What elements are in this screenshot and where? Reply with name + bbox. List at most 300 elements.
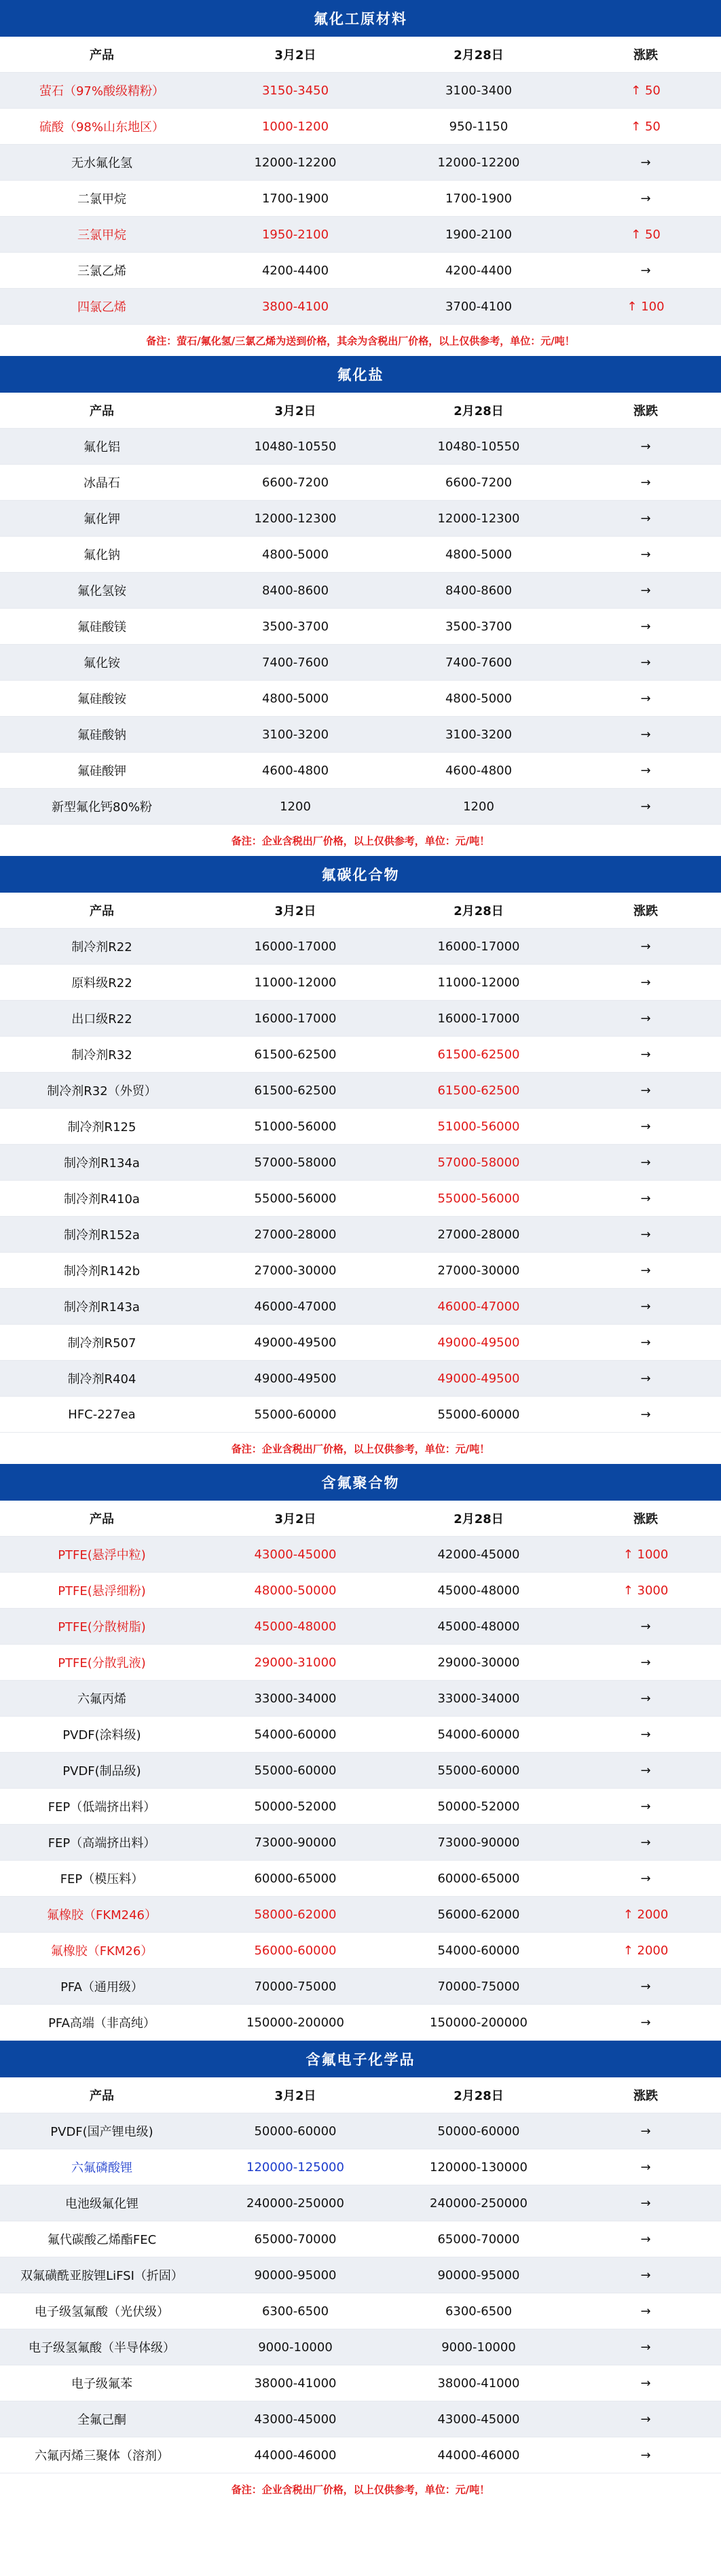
price-cell: 11000-12000 xyxy=(204,965,387,1001)
product-name-cell: PFA高端（非高纯） xyxy=(0,2005,204,2041)
table-row xyxy=(0,1145,721,1181)
price-cell: 51000-56000 xyxy=(204,1109,387,1145)
section-title: 含氟电子化学品 xyxy=(0,2041,721,2077)
price-section xyxy=(0,356,721,856)
price-cell: 49000-49500 xyxy=(204,1325,387,1361)
product-name-cell: 电池级氟化锂 xyxy=(0,2185,204,2221)
product-name-cell: 六氟丙烯三聚体（溶剂） xyxy=(0,2437,204,2473)
price-cell: 46000-47000 xyxy=(204,1289,387,1325)
price-cell: 3100-3400 xyxy=(387,73,570,109)
price-cell: 58000-62000 xyxy=(204,1897,387,1933)
price-cell: 43000-45000 xyxy=(204,1537,387,1573)
table-row xyxy=(0,501,721,537)
product-name-cell: 氟橡胶（FKM246） xyxy=(0,1897,204,1933)
change-cell: → xyxy=(570,965,721,1001)
product-name-cell: 氟硅酸铵 xyxy=(0,681,204,717)
product-name-cell: PFA（通用级） xyxy=(0,1969,204,2005)
change-cell: → xyxy=(570,1217,721,1253)
price-cell: 55000-56000 xyxy=(204,1181,387,1217)
price-cell: 240000-250000 xyxy=(387,2185,570,2221)
price-cell: 45000-48000 xyxy=(387,1573,570,1609)
product-name-cell: 电子级氢氟酸（光伏级） xyxy=(0,2293,204,2329)
change-cell: → xyxy=(570,1181,721,1217)
price-cell: 6300-6500 xyxy=(387,2293,570,2329)
table-row xyxy=(0,2005,721,2041)
table-row xyxy=(0,1037,721,1073)
table-row xyxy=(0,1969,721,2005)
price-cell: 16000-17000 xyxy=(387,929,570,965)
price-cell: 3700-4100 xyxy=(387,289,570,325)
product-name-cell: 氟代碳酸乙烯酯FEC xyxy=(0,2221,204,2257)
product-name-cell: 制冷剂R22 xyxy=(0,929,204,965)
product-name-cell: PTFE(分散树脂) xyxy=(0,1609,204,1645)
table-row xyxy=(0,1861,721,1897)
price-cell: 55000-60000 xyxy=(387,1753,570,1789)
table-row xyxy=(0,1253,721,1289)
change-cell: → xyxy=(570,429,721,465)
change-cell: → xyxy=(570,1073,721,1109)
change-cell: → xyxy=(570,2365,721,2401)
table-header-row xyxy=(0,893,721,929)
product-name-cell: 氟化钠 xyxy=(0,537,204,573)
table-row xyxy=(0,1753,721,1789)
change-cell: ↑ 50 xyxy=(570,217,721,253)
table-row xyxy=(0,1573,721,1609)
price-cell: 8400-8600 xyxy=(387,573,570,609)
product-name-cell: PTFE(悬浮中粒) xyxy=(0,1537,204,1573)
column-header: 2月28日 xyxy=(387,37,570,73)
price-section xyxy=(0,856,721,1464)
table-row xyxy=(0,753,721,789)
product-name-cell: 冰晶石 xyxy=(0,465,204,501)
price-cell: 16000-17000 xyxy=(387,1001,570,1037)
price-cell: 55000-60000 xyxy=(387,1397,570,1433)
table-row xyxy=(0,1001,721,1037)
change-cell: → xyxy=(570,681,721,717)
price-cell: 10480-10550 xyxy=(387,429,570,465)
table-row xyxy=(0,145,721,181)
price-cell: 57000-58000 xyxy=(204,1145,387,1181)
price-table xyxy=(0,393,721,825)
price-cell: 12000-12300 xyxy=(387,501,570,537)
price-cell: 38000-41000 xyxy=(387,2365,570,2401)
change-cell: → xyxy=(570,1109,721,1145)
change-cell: → xyxy=(570,537,721,573)
change-cell: → xyxy=(570,2005,721,2041)
price-cell: 29000-31000 xyxy=(204,1645,387,1681)
change-cell: → xyxy=(570,2401,721,2437)
change-cell: → xyxy=(570,573,721,609)
price-cell: 49000-49500 xyxy=(387,1325,570,1361)
change-cell: → xyxy=(570,1969,721,2005)
product-name-cell: 新型氟化钙80%粉 xyxy=(0,789,204,825)
table-row xyxy=(0,789,721,825)
product-name-cell: PTFE(悬浮细粉) xyxy=(0,1573,204,1609)
column-header: 3月2日 xyxy=(204,37,387,73)
product-name-cell: 硫酸（98%山东地区） xyxy=(0,109,204,145)
price-cell: 3100-3200 xyxy=(387,717,570,753)
column-header: 2月28日 xyxy=(387,393,570,429)
table-row xyxy=(0,1537,721,1573)
price-cell: 1000-1200 xyxy=(204,109,387,145)
product-name-cell: 氟化铝 xyxy=(0,429,204,465)
column-header: 产品 xyxy=(0,393,204,429)
product-name-cell: 制冷剂R32（外贸） xyxy=(0,1073,204,1109)
column-header: 3月2日 xyxy=(204,2077,387,2113)
price-cell: 61500-62500 xyxy=(204,1037,387,1073)
product-name-cell: 萤石（97%酸级精粉） xyxy=(0,73,204,109)
price-cell: 6600-7200 xyxy=(204,465,387,501)
price-cell: 50000-52000 xyxy=(387,1789,570,1825)
price-cell: 4600-4800 xyxy=(387,753,570,789)
change-cell: ↑ 50 xyxy=(570,109,721,145)
change-cell: → xyxy=(570,2221,721,2257)
price-cell: 950-1150 xyxy=(387,109,570,145)
table-row xyxy=(0,2257,721,2293)
price-cell: 1700-1900 xyxy=(204,181,387,217)
change-cell: → xyxy=(570,253,721,289)
product-name-cell: 制冷剂R507 xyxy=(0,1325,204,1361)
change-cell: → xyxy=(570,1753,721,1789)
price-cell: 38000-41000 xyxy=(204,2365,387,2401)
change-cell: → xyxy=(570,753,721,789)
price-cell: 49000-49500 xyxy=(387,1361,570,1397)
product-name-cell: 双氟磺酰亚胺锂LiFSI（折固） xyxy=(0,2257,204,2293)
price-cell: 49000-49500 xyxy=(204,1361,387,1397)
table-row xyxy=(0,1325,721,1361)
price-cell: 61500-62500 xyxy=(204,1073,387,1109)
product-name-cell: PTFE(分散乳液) xyxy=(0,1645,204,1681)
change-cell: → xyxy=(570,645,721,681)
price-cell: 27000-30000 xyxy=(387,1253,570,1289)
table-row xyxy=(0,2293,721,2329)
column-header: 2月28日 xyxy=(387,1501,570,1537)
change-cell: → xyxy=(570,929,721,965)
price-cell: 44000-46000 xyxy=(387,2437,570,2473)
price-section xyxy=(0,1464,721,2041)
change-cell: → xyxy=(570,2437,721,2473)
table-row xyxy=(0,2329,721,2365)
product-name-cell: FEP（模压料） xyxy=(0,1861,204,1897)
price-cell: 6300-6500 xyxy=(204,2293,387,2329)
price-cell: 4800-5000 xyxy=(387,681,570,717)
price-cell: 11000-12000 xyxy=(387,965,570,1001)
change-cell: → xyxy=(570,2257,721,2293)
product-name-cell: HFC-227ea xyxy=(0,1397,204,1433)
change-cell: ↑ 2000 xyxy=(570,1933,721,1969)
table-row xyxy=(0,1717,721,1753)
change-cell: → xyxy=(570,501,721,537)
change-cell: → xyxy=(570,1325,721,1361)
change-cell: → xyxy=(570,1825,721,1861)
table-row xyxy=(0,1217,721,1253)
section-note: 备注：萤石/氟化氢/三氯乙烯为送到价格，其余为含税出厂价格，以上仅供参考，单位：元/吨！ xyxy=(0,325,721,356)
column-header: 3月2日 xyxy=(204,393,387,429)
price-cell: 16000-17000 xyxy=(204,1001,387,1037)
table-header-row xyxy=(0,1501,721,1537)
change-cell: ↑ 50 xyxy=(570,73,721,109)
table-row xyxy=(0,2113,721,2149)
product-name-cell: 出口级R22 xyxy=(0,1001,204,1037)
product-name-cell: 氟化钾 xyxy=(0,501,204,537)
product-name-cell: 制冷剂R32 xyxy=(0,1037,204,1073)
change-cell: → xyxy=(570,2113,721,2149)
price-cell: 33000-34000 xyxy=(387,1681,570,1717)
price-cell: 56000-60000 xyxy=(204,1933,387,1969)
price-cell: 65000-70000 xyxy=(387,2221,570,2257)
product-name-cell: 制冷剂R142b xyxy=(0,1253,204,1289)
table-row xyxy=(0,1609,721,1645)
price-cell: 4200-4400 xyxy=(204,253,387,289)
product-name-cell: 制冷剂R125 xyxy=(0,1109,204,1145)
product-name-cell: 无水氟化氢 xyxy=(0,145,204,181)
section-title: 氟化盐 xyxy=(0,356,721,393)
change-cell: → xyxy=(570,1681,721,1717)
price-cell: 8400-8600 xyxy=(204,573,387,609)
table-row xyxy=(0,217,721,253)
price-cell: 55000-56000 xyxy=(387,1181,570,1217)
change-cell: → xyxy=(570,2293,721,2329)
price-cell: 1900-2100 xyxy=(387,217,570,253)
price-cell: 9000-10000 xyxy=(387,2329,570,2365)
price-cell: 54000-60000 xyxy=(387,1933,570,1969)
price-table xyxy=(0,893,721,1433)
table-header-row xyxy=(0,393,721,429)
change-cell: → xyxy=(570,1609,721,1645)
price-cell: 60000-65000 xyxy=(387,1861,570,1897)
product-name-cell: FEP（高端挤出料） xyxy=(0,1825,204,1861)
price-cell: 45000-48000 xyxy=(204,1609,387,1645)
price-cell: 50000-60000 xyxy=(387,2113,570,2149)
product-name-cell: 电子级氢氟酸（半导体级） xyxy=(0,2329,204,2365)
column-header: 产品 xyxy=(0,1501,204,1537)
change-cell: ↑ 1000 xyxy=(570,1537,721,1573)
section-title: 含氟聚合物 xyxy=(0,1464,721,1501)
price-cell: 1200 xyxy=(387,789,570,825)
price-table xyxy=(0,2077,721,2473)
table-row xyxy=(0,573,721,609)
table-row xyxy=(0,1789,721,1825)
price-cell: 73000-90000 xyxy=(204,1825,387,1861)
change-cell: → xyxy=(570,609,721,645)
section-title: 氟化工原材料 xyxy=(0,0,721,37)
table-row xyxy=(0,2149,721,2185)
table-row xyxy=(0,429,721,465)
price-cell: 4600-4800 xyxy=(204,753,387,789)
section-note: 备注：企业含税出厂价格，以上仅供参考，单位：元/吨！ xyxy=(0,1433,721,1464)
product-name-cell: 氟硅酸钠 xyxy=(0,717,204,753)
change-cell: ↑ 3000 xyxy=(570,1573,721,1609)
change-cell: → xyxy=(570,2149,721,2185)
price-cell: 51000-56000 xyxy=(387,1109,570,1145)
column-header: 涨跌 xyxy=(570,2077,721,2113)
product-name-cell: PVDF(涂料级) xyxy=(0,1717,204,1753)
product-name-cell: 六氟磷酸锂 xyxy=(0,2149,204,2185)
change-cell: → xyxy=(570,1789,721,1825)
price-cell: 70000-75000 xyxy=(204,1969,387,2005)
change-cell: → xyxy=(570,717,721,753)
change-cell: → xyxy=(570,465,721,501)
product-name-cell: 氟硅酸钾 xyxy=(0,753,204,789)
price-cell: 4800-5000 xyxy=(204,537,387,573)
product-name-cell: 原料级R22 xyxy=(0,965,204,1001)
price-cell: 43000-45000 xyxy=(204,2401,387,2437)
price-cell: 65000-70000 xyxy=(204,2221,387,2257)
table-row xyxy=(0,1289,721,1325)
price-cell: 55000-60000 xyxy=(204,1397,387,1433)
price-cell: 1950-2100 xyxy=(204,217,387,253)
price-cell: 150000-200000 xyxy=(204,2005,387,2041)
table-row xyxy=(0,289,721,325)
table-row xyxy=(0,537,721,573)
product-name-cell: 三氯乙烯 xyxy=(0,253,204,289)
table-row xyxy=(0,1681,721,1717)
section-note: 备注：企业含税出厂价格，以上仅供参考，单位：元/吨！ xyxy=(0,825,721,856)
price-cell: 27000-28000 xyxy=(204,1217,387,1253)
section-note: 备注：企业含税出厂价格，以上仅供参考，单位：元/吨！ xyxy=(0,2473,721,2505)
change-cell: → xyxy=(570,1361,721,1397)
table-header-row xyxy=(0,37,721,73)
product-name-cell: 三氯甲烷 xyxy=(0,217,204,253)
table-row xyxy=(0,1645,721,1681)
price-cell: 3800-4100 xyxy=(204,289,387,325)
product-name-cell: 二氯甲烷 xyxy=(0,181,204,217)
price-cell: 45000-48000 xyxy=(387,1609,570,1645)
column-header: 产品 xyxy=(0,2077,204,2113)
change-cell: → xyxy=(570,789,721,825)
table-row xyxy=(0,253,721,289)
table-row xyxy=(0,609,721,645)
change-cell: → xyxy=(570,145,721,181)
column-header: 涨跌 xyxy=(570,37,721,73)
table-row xyxy=(0,465,721,501)
table-row xyxy=(0,717,721,753)
price-table xyxy=(0,37,721,325)
price-cell: 3150-3450 xyxy=(204,73,387,109)
price-cell: 7400-7600 xyxy=(204,645,387,681)
price-cell: 48000-50000 xyxy=(204,1573,387,1609)
price-cell: 1700-1900 xyxy=(387,181,570,217)
price-cell: 1200 xyxy=(204,789,387,825)
table-row xyxy=(0,2437,721,2473)
price-cell: 10480-10550 xyxy=(204,429,387,465)
table-row xyxy=(0,681,721,717)
price-cell: 12000-12300 xyxy=(204,501,387,537)
table-row xyxy=(0,2401,721,2437)
column-header: 2月28日 xyxy=(387,2077,570,2113)
product-name-cell: 制冷剂R134a xyxy=(0,1145,204,1181)
price-cell: 73000-90000 xyxy=(387,1825,570,1861)
column-header: 2月28日 xyxy=(387,893,570,929)
price-cell: 57000-58000 xyxy=(387,1145,570,1181)
price-table xyxy=(0,1501,721,2041)
price-cell: 4800-5000 xyxy=(204,681,387,717)
price-cell: 43000-45000 xyxy=(387,2401,570,2437)
price-cell: 120000-125000 xyxy=(204,2149,387,2185)
price-cell: 3500-3700 xyxy=(387,609,570,645)
table-row xyxy=(0,1361,721,1397)
table-row xyxy=(0,1397,721,1433)
table-row xyxy=(0,1825,721,1861)
price-cell: 44000-46000 xyxy=(204,2437,387,2473)
table-row xyxy=(0,1897,721,1933)
section-title: 氟碳化合物 xyxy=(0,856,721,893)
price-cell: 56000-62000 xyxy=(387,1897,570,1933)
price-cell: 27000-30000 xyxy=(204,1253,387,1289)
change-cell: → xyxy=(570,1861,721,1897)
column-header: 涨跌 xyxy=(570,1501,721,1537)
change-cell: → xyxy=(570,1645,721,1681)
table-row xyxy=(0,73,721,109)
change-cell: ↑ 2000 xyxy=(570,1897,721,1933)
product-name-cell: 六氟丙烯 xyxy=(0,1681,204,1717)
price-cell: 12000-12200 xyxy=(387,145,570,181)
price-cell: 90000-95000 xyxy=(387,2257,570,2293)
table-row xyxy=(0,929,721,965)
change-cell: → xyxy=(570,1717,721,1753)
price-cell: 16000-17000 xyxy=(204,929,387,965)
product-name-cell: 四氯乙烯 xyxy=(0,289,204,325)
column-header: 产品 xyxy=(0,37,204,73)
product-name-cell: 全氟己酮 xyxy=(0,2401,204,2437)
price-section xyxy=(0,2041,721,2505)
price-cell: 3500-3700 xyxy=(204,609,387,645)
table-row xyxy=(0,1109,721,1145)
table-row xyxy=(0,645,721,681)
column-header: 涨跌 xyxy=(570,893,721,929)
product-name-cell: 氟橡胶（FKM26） xyxy=(0,1933,204,1969)
price-cell: 90000-95000 xyxy=(204,2257,387,2293)
change-cell: → xyxy=(570,1253,721,1289)
table-row xyxy=(0,2185,721,2221)
table-row xyxy=(0,965,721,1001)
price-cell: 120000-130000 xyxy=(387,2149,570,2185)
table-row xyxy=(0,2365,721,2401)
price-cell: 61500-62500 xyxy=(387,1037,570,1073)
price-cell: 4800-5000 xyxy=(387,537,570,573)
price-cell: 46000-47000 xyxy=(387,1289,570,1325)
change-cell: ↑ 100 xyxy=(570,289,721,325)
change-cell: → xyxy=(570,1397,721,1433)
price-section xyxy=(0,0,721,356)
table-row xyxy=(0,1181,721,1217)
change-cell: → xyxy=(570,1001,721,1037)
product-name-cell: 氟硅酸镁 xyxy=(0,609,204,645)
price-cell: 54000-60000 xyxy=(387,1717,570,1753)
price-cell: 33000-34000 xyxy=(204,1681,387,1717)
price-cell: 61500-62500 xyxy=(387,1073,570,1109)
table-row xyxy=(0,181,721,217)
table-row xyxy=(0,1933,721,1969)
price-cell: 70000-75000 xyxy=(387,1969,570,2005)
price-cell: 240000-250000 xyxy=(204,2185,387,2221)
product-name-cell: 制冷剂R404 xyxy=(0,1361,204,1397)
column-header: 3月2日 xyxy=(204,893,387,929)
table-row xyxy=(0,109,721,145)
price-cell: 7400-7600 xyxy=(387,645,570,681)
product-name-cell: 氟化氢铵 xyxy=(0,573,204,609)
change-cell: → xyxy=(570,181,721,217)
product-name-cell: PVDF(国产锂电级) xyxy=(0,2113,204,2149)
price-cell: 6600-7200 xyxy=(387,465,570,501)
price-cell: 9000-10000 xyxy=(204,2329,387,2365)
column-header: 产品 xyxy=(0,893,204,929)
price-cell: 4200-4400 xyxy=(387,253,570,289)
column-header: 涨跌 xyxy=(570,393,721,429)
price-cell: 55000-60000 xyxy=(204,1753,387,1789)
product-name-cell: 制冷剂R152a xyxy=(0,1217,204,1253)
product-name-cell: FEP（低端挤出料） xyxy=(0,1789,204,1825)
